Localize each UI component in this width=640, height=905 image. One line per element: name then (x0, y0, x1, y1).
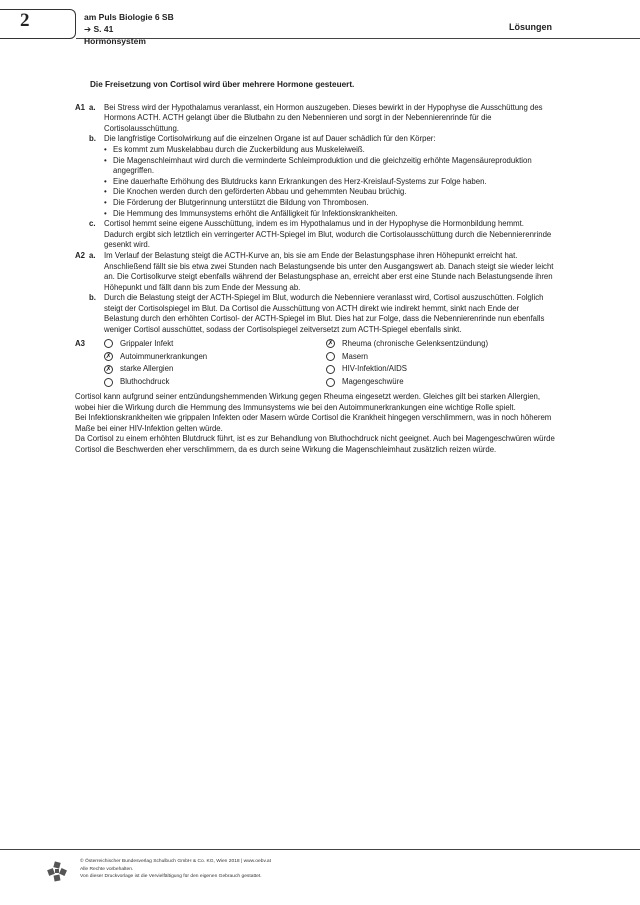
checkbox-circle[interactable] (326, 378, 335, 387)
checkbox-circle[interactable] (326, 365, 335, 374)
subtask-label: b. (89, 134, 96, 144)
subtask-a1-b (89, 134, 555, 219)
copyright-line: © Österreichischer Bundesverlag Schulbuch GmbH & Co. KG, Wien 2018 | www.oebv.at (80, 859, 271, 864)
option-item[interactable] (326, 352, 546, 363)
page-number-box (0, 9, 76, 39)
option-item[interactable] (104, 352, 326, 363)
usage-line: Von dieser Druckvorlage ist die Vervielfältigung für den eigenen Gebrauch gestattet. (80, 874, 262, 880)
rights-line: Alle Rechte vorbehalten. (80, 866, 134, 872)
header-meta (84, 11, 174, 47)
option-item[interactable] (326, 377, 546, 388)
explanation-paragraph: Da Cortisol zu einem erhöhten Blutdruck führt, ist es zur Behandlung von Bluthochdruck nicht geeignet. Auch bei Magengeschwüren würde Cortisol die Beschwerden eher verschlimmern, da es durch seine Wirkung die Magenschleimhaut zusätzlich reizen würde. (75, 434, 555, 454)
checkbox-circle[interactable] (104, 378, 113, 387)
task-a2 (75, 251, 555, 336)
checkbox-options (104, 339, 555, 388)
option-label: starke Allergien (120, 364, 174, 374)
subtask-label: c. (89, 219, 96, 229)
task-label: A2 (75, 250, 85, 260)
footer-copyright (80, 858, 271, 881)
book-title: am Puls Biologie 6 SB (84, 12, 174, 22)
subtask-label: a. (89, 250, 96, 260)
subtask-a1-a (89, 103, 555, 135)
main-content (75, 80, 555, 455)
list-item: • Die Knochen werden durch den geförderten Abbau und gehemmten Neubau brüchig. (104, 187, 555, 198)
answer-text: Die langfristige Cortisolwirkung auf die einzelnen Organe ist auf Dauer schädlich für den Körper: (104, 134, 436, 144)
publisher-logo-icon (46, 860, 68, 882)
effects-list (104, 145, 555, 219)
option-label: Bluthochdruck (120, 377, 170, 387)
list-item: • Es kommt zum Muskelabbau durch die Zuckerbildung aus Muskeleiweiß. (104, 145, 555, 156)
checkbox-circle[interactable]: ✗ (327, 340, 334, 348)
option-item[interactable] (326, 364, 546, 375)
page-number: 2 (20, 10, 30, 31)
task-label: A1 (75, 102, 85, 112)
a3-explanation (75, 392, 555, 456)
intro-heading: Die Freisetzung von Cortisol wird über mehrere Hormone gesteuert. (90, 80, 355, 89)
option-label: HIV-Infektion/AIDS (342, 364, 408, 374)
footer-rule (0, 849, 640, 850)
option-label: Grippaler Infekt (120, 338, 174, 348)
explanation-paragraph: Cortisol kann aufgrund seiner entzündungshemmenden Wirkung gegen Rheuma eingesetzt werden. Gleiches gilt bei starken Allergien, wobei hier die Wirkung durch die Hemmung des Immunsystems wie bei den Autoimmunerkrankungen eine wichtige Rolle spielt. (75, 391, 541, 412)
option-label: Rheuma (chronische Gelenksentzündung) (342, 338, 489, 348)
answer-text: Im Verlauf der Belastung steigt die ACTH-Kurve an, bis sie am Ende der Belastungsphase ihren Höhepunkt erreicht hat. Anschließend fällt sie bis etwa zwei Stunden nach Belastungsende bis unter den Ausgangswert ab. Danach steigt sie wieder leicht an. Die Cortisolkurve steigt ebenfalls während der Belastungsphase an, erreicht aber erst eine Stunde nach Belastungsende ihren Höhepunkt und fällt dann bis zum Ende der Messung ab. (104, 250, 554, 292)
checkbox-circle[interactable] (104, 339, 113, 348)
list-item: • Die Förderung der Blutgerinnung unterstützt die Bildung von Thrombosen. (104, 198, 555, 209)
subtask-label: a. (89, 102, 96, 112)
subtask-a2-b (89, 293, 555, 335)
checkbox-circle[interactable]: ✗ (105, 366, 112, 374)
list-item: • Eine dauerhafte Erhöhung des Blutdrucks kann Erkrankungen des Herz-Kreislauf-Systems zur Folge haben. (104, 177, 555, 188)
page-reference-text: S. 41 (93, 24, 114, 34)
task-a1 (75, 103, 555, 251)
arrow-right-icon: ➔ (84, 24, 92, 34)
task-label: A3 (75, 338, 85, 348)
list-item: • Die Hemmung des Immunsystems erhöht die Anfälligkeit für Infektionskrankheiten. (104, 209, 555, 220)
subtask-a1-c (89, 219, 555, 251)
subtask-a2-a (89, 251, 555, 293)
checkbox-circle[interactable] (326, 352, 335, 361)
subtask-label: b. (89, 293, 96, 303)
answer-text: Cortisol hemmt seine eigene Ausschüttung, indem es im Hypothalamus und in der Hypophyse die Hormonbildung hemmt. Dadurch ergibt sich letztlich ein verringerter ACTH-Spiegel im Blut, wodurch die Cortisolausschüttung durch die Nebennierenrinde gesenkt wird. (104, 219, 552, 250)
explanation-paragraph: Bei Infektionskrankheiten wie grippalen Infekten oder Masern würde Cortisol die Krankheit hingegen verschlimmern, was in noch höherem Maße bei einer HIV-Infektion gelten würde. (75, 413, 552, 433)
option-item[interactable] (104, 364, 326, 375)
answer-text: Durch die Belastung steigt der ACTH-Spiegel im Blut, wodurch die Nebenniere veranlasst wird, Cortisol auszuschütten. Folglich steigt der Cortisolspiegel im Blut. Da Cortisol die Ausschüttung von ACTH direkt wie indirekt hemmt, sinkt nach Ende der Belastung durch den erhöhten Cortisol- der ACTH-Spiegel im Blut. Dies hat zur Folge, dass die Nebennierenrinde nun ebenfalls weniger Cortisol ausschüttet, sodass der Cortisolspiegel zeitversetzt zum ACTH-Spiegel ebenfalls sinkt. (104, 293, 545, 335)
answer-text: Bei Stress wird der Hypothalamus veranlasst, ein Hormon auszugeben. Dieses bewirkt in der Hypophyse die Ausschüttung des Hormons ACTH. ACTH gelangt über die Blutbahn zu den Nebennieren und sorgt in der Nebennierenrinde für die Cortisolausschüttung. (104, 102, 543, 133)
checkbox-circle[interactable]: ✗ (105, 353, 112, 361)
page-reference (84, 23, 174, 35)
option-item[interactable] (104, 377, 326, 388)
topic-title: Hormonsystem (84, 36, 146, 46)
option-label: Magengeschwüre (342, 377, 404, 387)
section-title: Lösungen (509, 22, 552, 32)
list-item: • Die Magenschleimhaut wird durch die verminderte Schleimproduktion und die gleichzeitig erhöhte Magensäureproduktion angegriffen. (104, 156, 555, 177)
option-item[interactable] (326, 339, 546, 350)
option-label: Masern (342, 351, 368, 361)
option-item[interactable] (104, 339, 326, 350)
option-label: Autoimmunerkrankungen (120, 351, 208, 361)
task-a3 (75, 339, 555, 388)
